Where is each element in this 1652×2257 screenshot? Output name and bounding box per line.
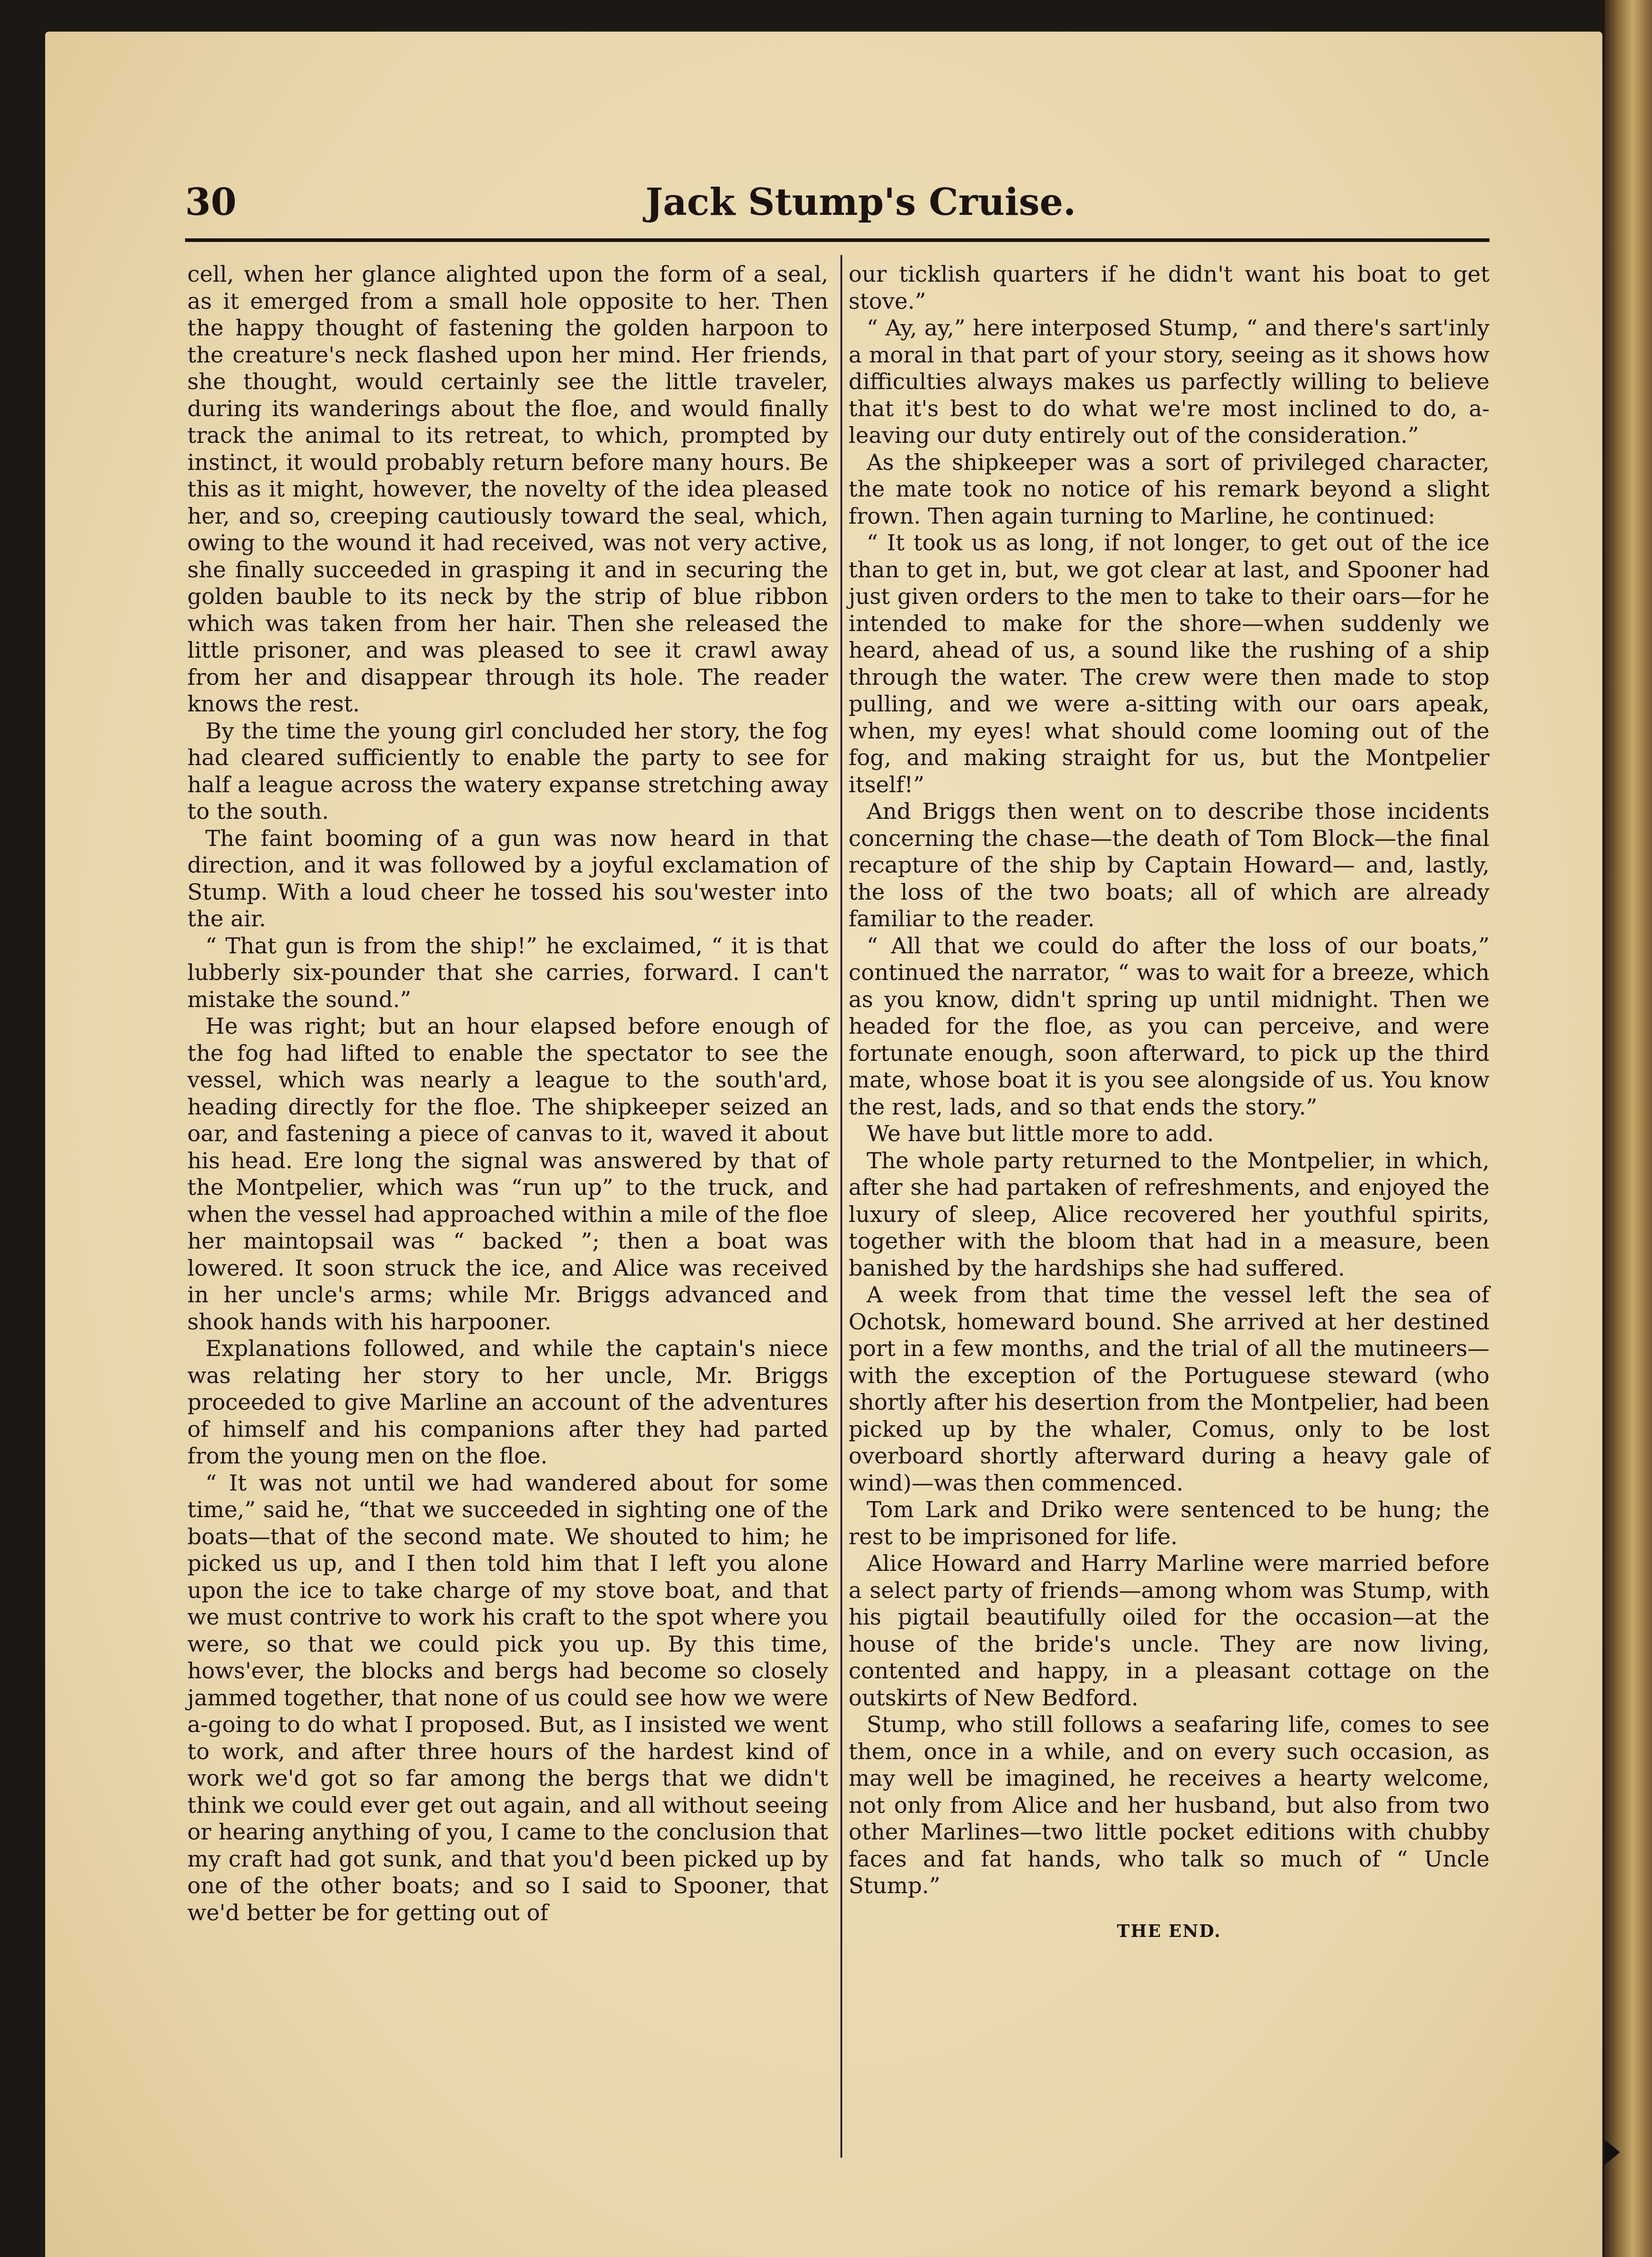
book-spine	[1605, 0, 1652, 2257]
right-column	[849, 261, 1490, 1944]
paragraph: our ticklish quarters if he didn't want his boat to get stove.”	[849, 261, 1490, 314]
paragraph: As the shipkeeper was a sort of privileged character, the mate took no notice of his remark beyond a slight frown. Then again turning to Marline, he continued:	[849, 449, 1490, 529]
paragraph: Explanations followed, and while the captain's niece was relating her story to her uncle, Mr. Briggs proceeded to give Marline an account of the adventures of himself and his companions after they had parted from the young men on the floe.	[187, 1336, 828, 1469]
running-head: Jack Stump's Cruise.	[645, 181, 1076, 224]
paragraph: “ Ay, ay,” here interposed Stump, “ and there's sart'inly a moral in that part of your story, seeing as it shows how difficulties always makes us parfectly willing to believe that it's best to do what we're most inclined to do, a-leaving our duty entirely out of the consideration.”	[849, 315, 1490, 448]
paragraph: He was right; but an hour elapsed before enough of the fog had lifted to enable the spectator to see the vessel, which was nearly a league to the south'ard, heading directly for the floe. The shipkeeper seized an oar, and fastening a piece of canvas to it, waved it about his head. Ere long the signal was answered by that of the Montpelier, which was “run up” to the truck, and when the vessel had approached within a mile of the floe her maintopsail was “ backed ”; then a boat was lowered. It soon struck the ice, and Alice was received in her uncle's arms; while Mr. Briggs advanced and shook hands with his harpooner.	[187, 1013, 828, 1335]
paragraph: “ It took us as long, if not longer, to get out of the ice than to get in, but, we got clear at last, and Spooner had just given orders to the men to take to their oars—for he intended to make for the shore—when suddenly we heard, ahead of us, a sound like the rushing of a ship through the water. The crew were then made to stop pulling, and we were a-sitting with our oars apeak, when, my eyes! what should come looming out of the fog, and making straight for us, but the Montpelier itself!”	[849, 530, 1490, 798]
left-column	[187, 261, 828, 1926]
paragraph: Stump, who still follows a seafaring life, comes to see them, once in a while, and on every such occasion, as may well be imagined, he receives a hearty welcome, not only from Alice and her husband, but also from two other Marlines—two little pocket editions with chubby faces and fat hands, who talk so much of “ Uncle Stump.”	[849, 1712, 1490, 1899]
paragraph: Tom Lark and Driko were sentenced to be hung; the rest to be imprisoned for life.	[849, 1497, 1490, 1550]
paragraph: The faint booming of a gun was now heard in that direction, and it was followed by a joyful exclamation of Stump. With a loud cheer he tossed his sou'wester into the air.	[187, 825, 828, 932]
paragraph: By the time the young girl concluded her story, the fog had cleared sufficiently to enable the party to see for half a league across the watery expanse stretching away to the south.	[187, 718, 828, 824]
paragraph: A week from that time the vessel left the sea of Ochotsk, homeward bound. She arrived at her destined port in a few months, and the trial of all the mutineers—with the exception of the Portuguese steward (who shortly after his desertion from the Montpelier, had been picked up by the whaler, Comus, only to be lost overboard shortly afterward during a heavy gale of wind)—was then commenced.	[849, 1282, 1490, 1496]
paragraph: “ That gun is from the ship!” he exclaimed, “ it is that lubberly six-pounder that she carries, forward. I can't mistake the sound.”	[187, 933, 828, 1012]
page-number: 30	[185, 181, 237, 224]
paragraph: We have but little more to add.	[867, 1121, 1214, 1147]
paragraph: “ All that we could do after the loss of our boats,” continued the narrator, “ was to wait for a breeze, which as you know, didn't spring up until midnight. Then we headed for the floe, as you can perceive, and were fortunate enough, soon afterward, to pick up the third mate, whose boat it is you see alongside of us. You know the rest, lads, and so that ends the story.”	[849, 933, 1490, 1120]
paragraph: cell, when her glance alighted upon the form of a seal, as it emerged from a small hole opposite to her. Then the happy thought of fastening the golden harpoon to the creature's neck flashed upon her mind. Her friends, she thought, would certainly see the little traveler, during its wanderings about the floe, and would finally track the animal to its retreat, to which, prompted by instinct, it would probably return before many hours. Be this as it might, however, the novelty of the idea pleased her, and so, creeping cautiously toward the seal, which, owing to the wound it had received, was not very active, she finally succeeded in grasping it and in securing the golden bauble to its neck by the strip of blue ribbon which was taken from her hair. Then she released the little prisoner, and was pleased to see it crawl away from her and disappear through its hole. The reader knows the rest.	[187, 261, 828, 717]
column-divider	[840, 255, 842, 2158]
paragraph: “ It was not until we had wandered about for some time,” said he, “that we succeeded in sighting one of the boats—that of the second mate. We shouted to him; he picked us up, and I then told him that I left you alone upon the ice to take charge of my stove boat, and that we must contrive to work his craft to the spot where you were, so that we could pick you up. By this time, hows'ever, the blocks and bergs had become so closely jammed together, that none of us could see how we were a-going to do what I proposed. But, as I insisted we went to work, and after three hours of the hardest kind of work we'd got so far among the bergs that we didn't think we could ever get out again, and all without seeing or hearing anything of you, I came to the conclusion that my craft had got sunk, and that you'd been picked up by one of the other boats; and so I said to Spooner, that we'd better be for getting out of	[187, 1470, 828, 1926]
paragraph: Alice Howard and Harry Marline were married before a select party of friends—among whom was Stump, with his pigtail beautifully oiled for the occasion—at the house of the bride's uncle. They are now living, contented and happy, in a pleasant cottage on the outskirts of New Bedford.	[849, 1551, 1490, 1711]
paragraph: The whole party returned to the Montpelier, in which, after she had partaken of refreshments, and enjoyed the luxury of sleep, Alice recovered her youthful spirits, together with the bloom that had in a measure, been banished by the hardships she had suffered.	[849, 1147, 1490, 1281]
paragraph: And Briggs then went on to describe those incidents concerning the chase—the death of Tom Block—the final recapture of the ship by Captain Howard— and, lastly, the loss of the two boats; all of which are already familiar to the reader.	[849, 799, 1490, 932]
page-edge-marker-icon	[1605, 2140, 1620, 2165]
page-header	[185, 181, 1490, 230]
the-end-label: THE END.	[1117, 1920, 1221, 1941]
header-rule	[185, 238, 1490, 242]
